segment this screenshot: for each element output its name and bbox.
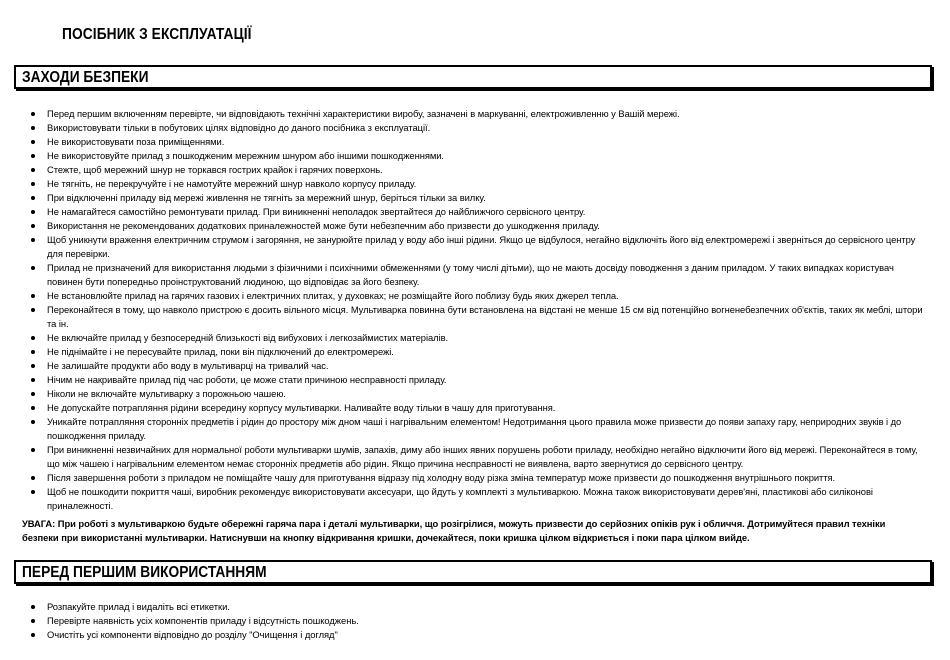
list-item [0,233,927,261]
section-header-safety [14,65,932,89]
section-header-first-use [14,560,932,584]
list-item-text: Не допускайте потрапляння рідини всередину корпусу мультиварки. Наливайте воду тільки в чашу для приготування. [47,402,556,413]
list-item-text: Не використовуйте прилад з пошкодженим мережним шнуром або іншими пошкодженнями. [47,150,444,161]
list-item-text: Ніколи не включайте мультиварку з порожньою чашею. [47,388,286,399]
bullet-icon [31,448,35,452]
list-item [0,600,927,614]
list-item-text: Переконайтеся в тому, що навколо пристрою є досить вільного місця. Мультиварка повинна бути встановлена на відстані не менше 15 см від потенційно вогненебезпечних об'єктів, таких як меблі, штори та ін. [47,304,923,329]
list-item [0,373,927,387]
bullet-icon [31,126,35,130]
bullet-icon [31,350,35,354]
first-use-list [0,600,950,642]
list-item [0,614,927,628]
list-item-text: Не використовувати поза приміщеннями. [47,136,225,147]
list-item-text: Використовувати тільки в побутових цілях відповідно до даного посібника з експлуатації. [47,122,431,133]
list-item [0,359,927,373]
list-item-text: Не намагайтеся самостійно ремонтувати прилад. При виникненні неполадок звертайтеся до найближчого сервісного центру. [47,206,586,217]
bullet-icon [31,308,35,312]
bullet-icon [31,392,35,396]
bullet-icon [31,182,35,186]
bullet-icon [31,140,35,144]
list-item-text: Перед першим включенням перевірте, чи відповідають технічні характеристики виробу, зазначені в маркуванні, електроживленню у Вашій мережі. [47,108,680,119]
bullet-icon [31,476,35,480]
list-item-text: Розпакуйте прилад і видаліть всі етикетки. [47,601,230,612]
list-item [0,149,927,163]
list-item-text: Не встановлюйте прилад на гарячих газових і електричних плитах, у духовках; не розміщайте його поблизу будь яких джерел тепла. [47,290,619,301]
list-item [0,261,927,289]
page-title: ПОСІБНИК З ЕКСПЛУАТАЦІЇ [62,26,252,43]
list-item [0,303,927,331]
list-item-text: Прилад не призначений для використання людьми з фізичними і психічними обмеженнями (у тому числі дітьми), що не мають досвіду поводження з даним приладом. У таких випадках користувач повинен бути попередньо проінструктований людиною, що відповідає за його безпеку. [47,262,894,287]
list-item [0,331,927,345]
list-item-text: Нічим не накривайте прилад під час роботи, це може стати причиною несправності приладу. [47,374,447,385]
list-item-text: При виникненні незвичайних для нормальної роботи мультиварки шумів, запахів, диму або інших явних порушень роботи приладу, необхідно негайно відключити його від мережі. Переконайтеся в тому, що між чашею і нагрівальним елементом немає сторонніх предметів або рідин. Якщо причина несправності не виявлена, варто звернутися до сервісного центру. [47,444,918,469]
bullet-icon [31,364,35,368]
list-item [0,191,927,205]
list-item [0,163,927,177]
bullet-icon [31,238,35,242]
bullet-icon [31,210,35,214]
list-item [0,121,927,135]
list-item-text: Уникайте потрапляння сторонніх предметів і рідин до простору між дном чаші і нагрівальним елементом! Недотримання цього правила може призвести до появи запаху гару, неприродних звуків і до пошкодження приладу. [47,416,902,441]
bullet-icon [31,154,35,158]
list-item [0,289,927,303]
list-item-text: Не тягніть, не перекручуйте і не намотуйте мережний шнур навколо корпусу приладу. [47,178,417,189]
list-item-text: Використання не рекомендованих додаткових приналежностей може бути небезпечним або призвести до ушкодження приладу. [47,220,600,231]
bullet-icon [31,294,35,298]
bullet-icon [31,605,35,609]
bullet-icon [31,336,35,340]
list-item-text: Не піднімайте і не пересувайте прилад, поки він підключений до електромережі. [47,346,394,357]
list-item-text: Після завершення роботи з приладом не поміщайте чашу для приготування відразу під холодну воду різка зміна температур може призвести до пошкодження внутрішнього покриття. [47,472,836,483]
list-item-text: При відключенні приладу від мережі живлення не тягніть за мережний шнур, беріться тільки за вилку. [47,192,486,203]
list-item [0,345,927,359]
safety-list [0,107,950,513]
list-item [0,219,927,233]
list-item [0,628,927,642]
list-item-text: Очистіть усі компоненти відповідно до розділу "Очищення і догляд" [47,629,338,640]
bullet-icon [31,112,35,116]
list-item [0,387,927,401]
safety-warning: УВАГА: При роботі з мультиваркою будьте обережні гаряча пара і деталі мультиварки, що розігрілися, можуть призвести до серйозних опіків рук і обличчя. Дотримуйтеся правил техніки безпеки при використанні мультиварки. Натиснувши на кнопку відкривання кришки, дочекайтеся, поки кришка цілком відкриється і поки пара цілком вийде. [22,518,886,543]
section-title-first-use: ПЕРЕД ПЕРШИМ ВИКОРИСТАННЯМ [22,564,267,581]
list-item [0,107,927,121]
bullet-icon [31,619,35,623]
list-item [0,135,927,149]
list-item [0,485,927,513]
list-item-text: Не залишайте продукти або воду в мультиварці на тривалий час. [47,360,329,371]
bullet-icon [31,490,35,494]
list-item [0,177,927,191]
list-item-text: Стежте, щоб мережний шнур не торкався гострих крайок і гарячих поверхонь. [47,164,383,175]
bullet-icon [31,633,35,637]
bullet-icon [31,266,35,270]
bullet-icon [31,224,35,228]
list-item-text: Перевірте наявність усіх компонентів приладу і відсутність пошкоджень. [47,615,359,626]
list-item [0,401,927,415]
list-item [0,471,927,485]
section-title-safety: ЗАХОДИ БЕЗПЕКИ [22,69,149,86]
list-item [0,443,927,471]
bullet-icon [31,196,35,200]
bullet-icon [31,168,35,172]
bullet-icon [31,378,35,382]
list-item-text: Не включайте прилад у безпосередній близькості від вибухових і легкозаймистих матеріалів. [47,332,449,343]
bullet-icon [31,420,35,424]
list-item-text: Щоб не пошкодити покриття чаші, виробник рекомендує використовувати аксесуари, що йдуть у комплекті з мультиваркою. Можна також використовувати дерев'яні, пластикові або силіконові приналежності. [47,486,873,511]
list-item [0,415,927,443]
list-item-text: Щоб уникнути враження електричним струмом і загоряння, не занурюйте прилад у воду або інші рідини. Якщо це відбулося, негайно відключіть його від електромережі і зверніться до сервісного центру для перевірки. [47,234,916,259]
bullet-icon [31,406,35,410]
list-item [0,205,927,219]
